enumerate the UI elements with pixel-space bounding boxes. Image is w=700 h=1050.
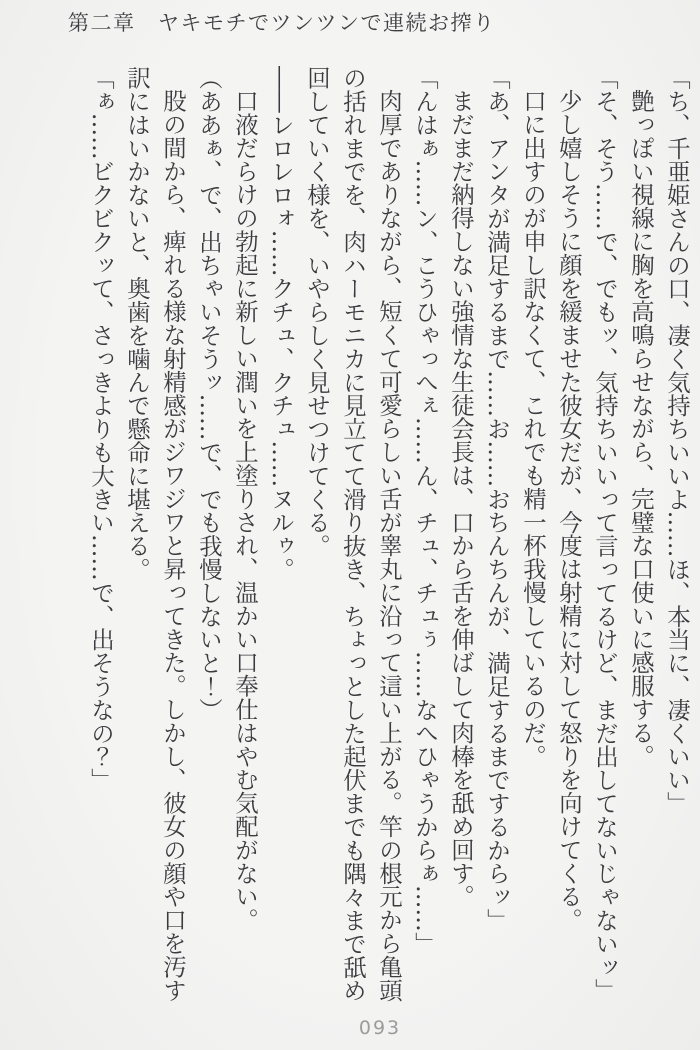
paragraph: 「あ、アンタが満足するまで……お……おちんちんが、満足するまでするからッ」 <box>483 66 511 932</box>
vertical-text-body <box>83 66 695 1006</box>
paragraph: 肉厚でありながら、短くて可愛らしい舌が睾丸に沿って這い上がる。竿の根元から亀頭の括れまでを、肉ハーモニカに見立てて滑り抜き、ちょっとした起伏までも隅々まで舐め回していく様を、いやらしく見せつけてくる。 <box>303 66 403 1002</box>
paragraph: 少し嬉しそうに顔を緩ませた彼女だが、今度は射精に対して怒りを向けてくる。 <box>555 89 583 932</box>
paragraph: 股の間から、痺れる様な射精感がジワジワと昇ってきた。しかし、彼女の顔や口を汚す訳にはいかないと、奥歯を噛んで懸命に堪える。 <box>123 66 187 1002</box>
paragraph: 「ぁ……ビクビクッて、さっきよりも大きい……で、出そうなの？」 <box>87 66 115 792</box>
paragraph: ――レロレロォ……クチュ、クチュ……ヌルゥ。 <box>267 66 295 581</box>
paragraph: 「ち、千亜姫さんの口、凄く気持ちいいよ……ほ、本当に、凄くいい」 <box>663 66 691 815</box>
paragraph: まだまだ納得しない強情な生徒会長は、口から舌を伸ばして肉棒を舐め回す。 <box>447 89 475 909</box>
page-number: 093 <box>358 1017 402 1039</box>
paragraph: 口に出すのが申し訳なくて、これでも精一杯我慢しているのだ。 <box>519 89 547 768</box>
paragraph: 「んはぁ……ン、こうひゃっへぇ……ん、チュ、チュぅ……なへひゃうからぁ……」 <box>411 66 439 956</box>
paragraph: 艶っぽい視線に胸を高鳴らせながら、完璧な口使いに感服する。 <box>627 89 655 768</box>
paragraph: 「そ、そう……で、でもッ、気持ちいいって言ってるけど、まだ出してないじゃないッ」 <box>591 66 619 1002</box>
paragraph: 口液だらけの勃起に新しい潤いを上塗りされ、温かい口奉仕はやむ気配がない。 <box>231 89 259 932</box>
chapter-header: 第二章 ヤキモチでツンツンで連続お搾り <box>68 11 496 35</box>
paragraph: （ああぁ、で、出ちゃいそうッ……で、でも我慢しないと！） <box>195 66 223 722</box>
